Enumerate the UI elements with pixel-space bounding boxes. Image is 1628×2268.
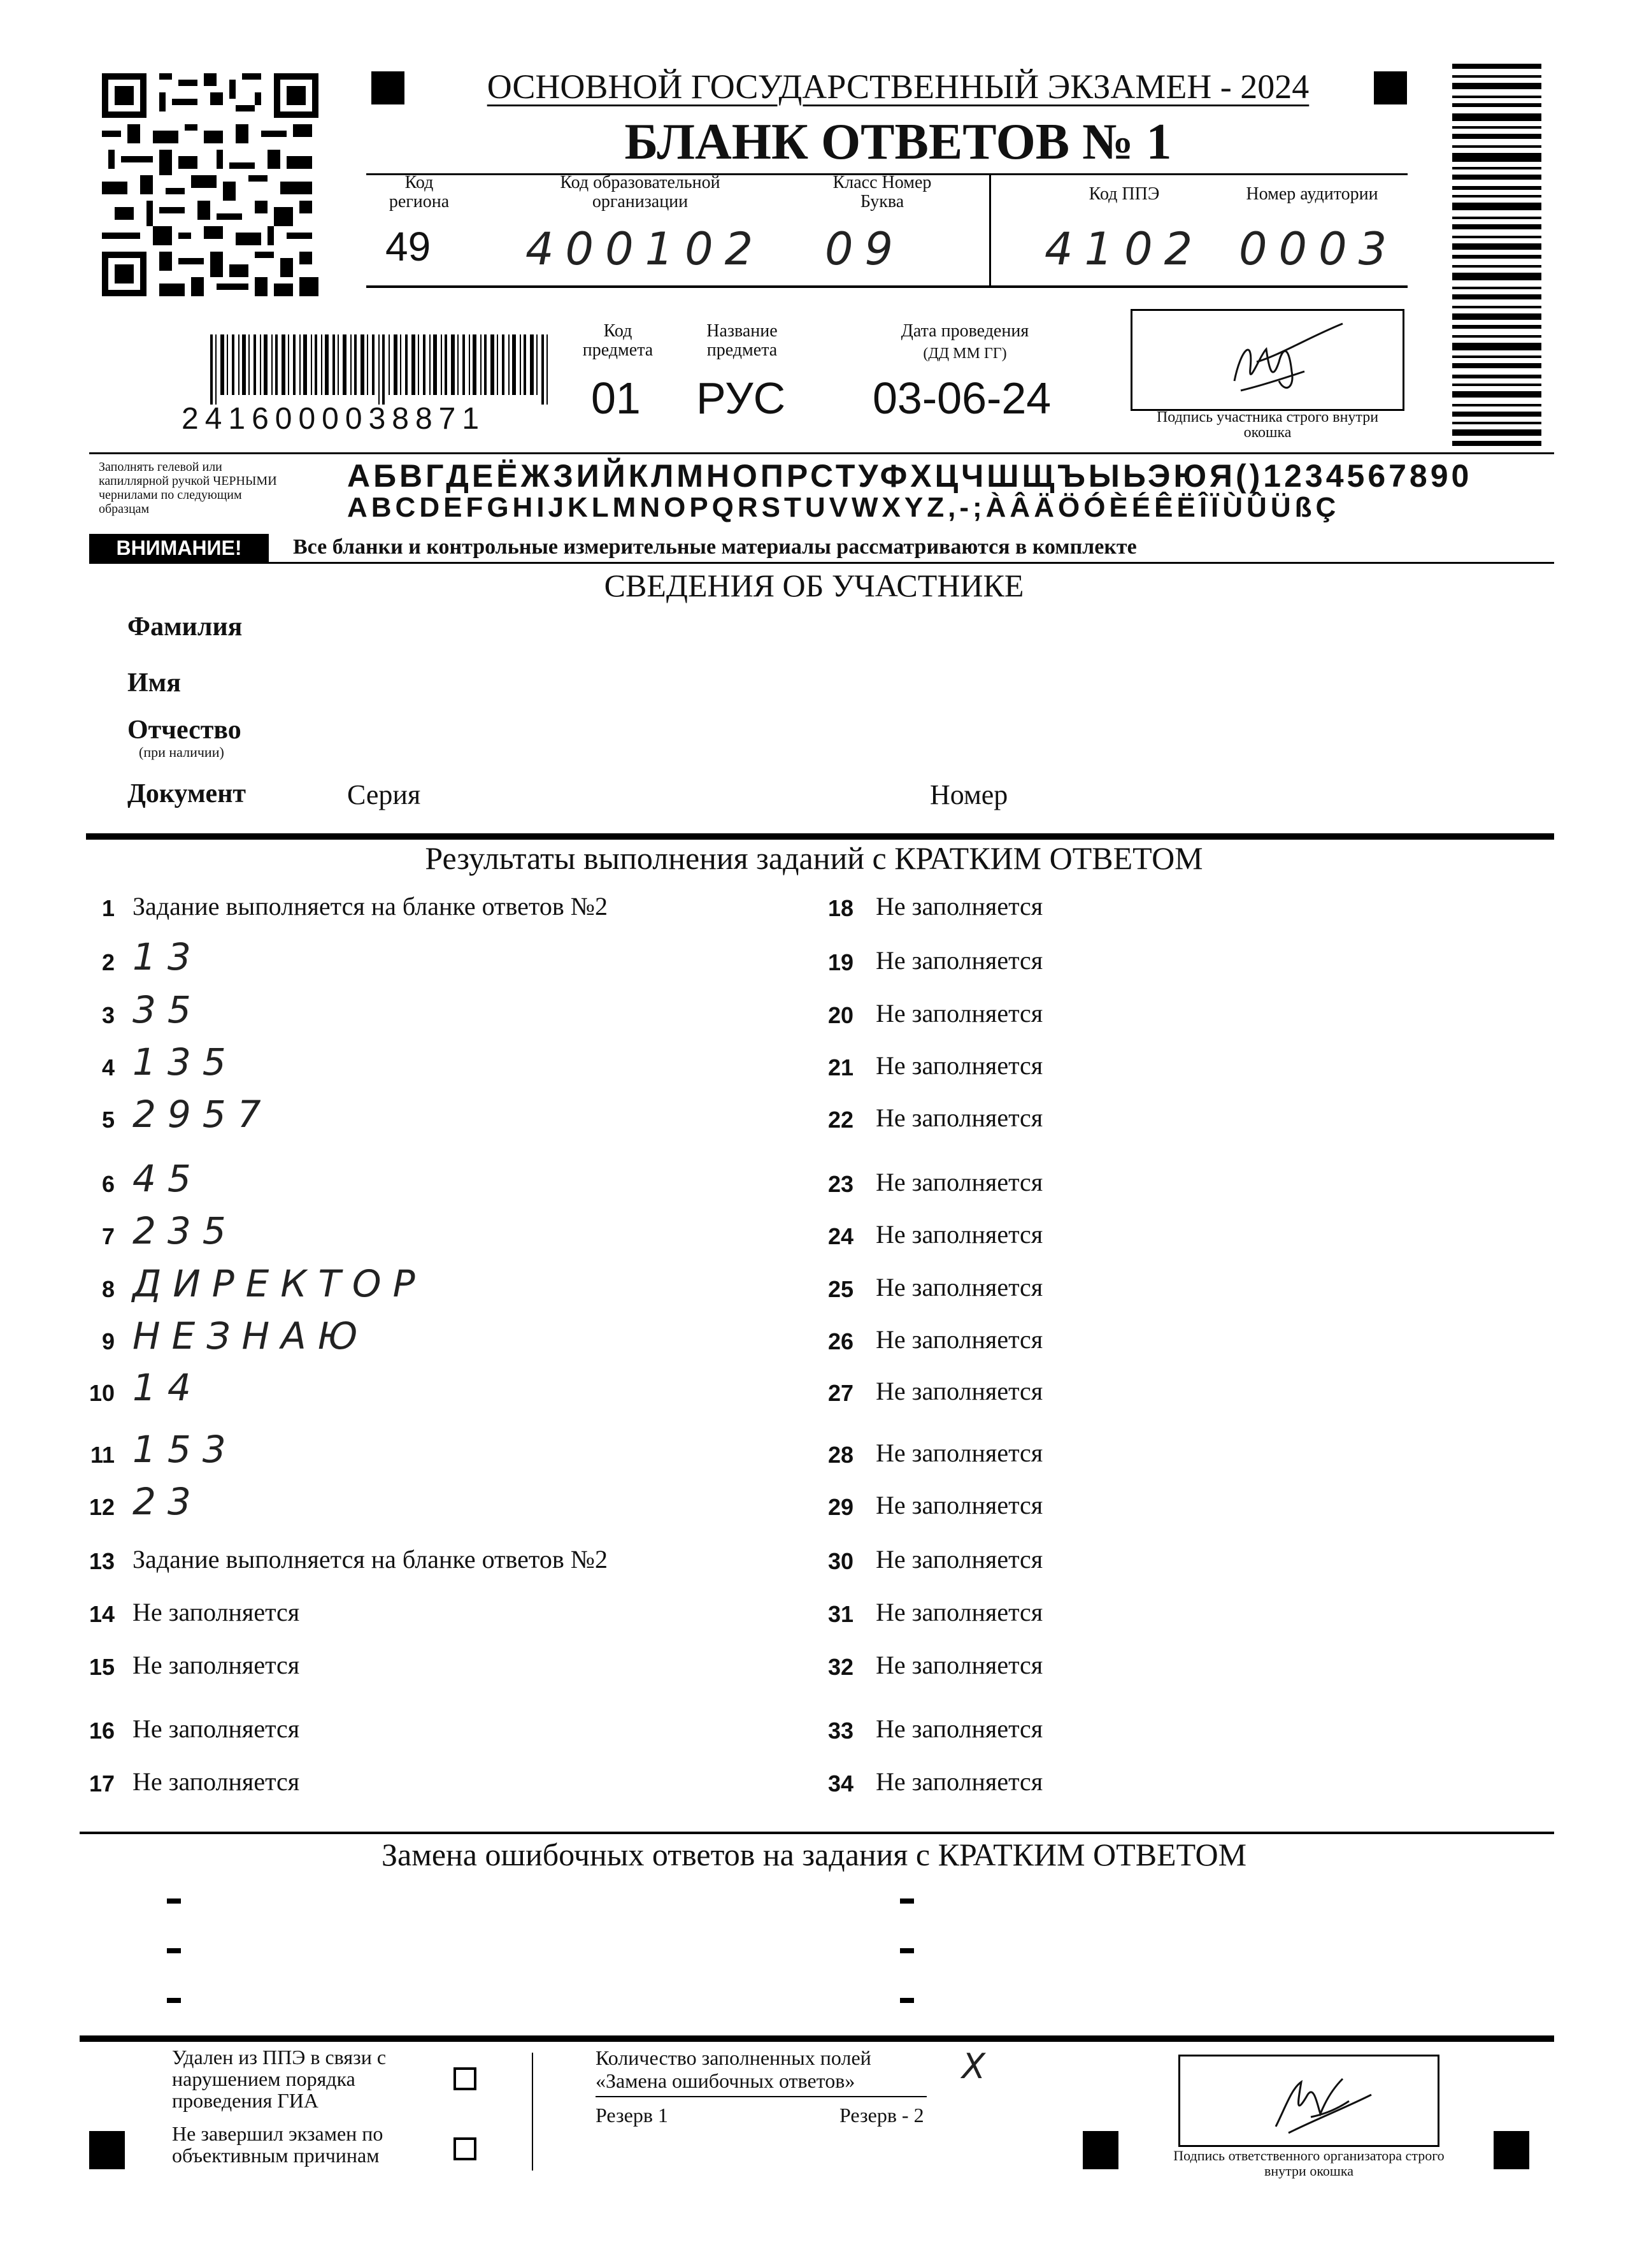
registration-mark-top-right bbox=[1374, 71, 1407, 104]
answer-row bbox=[803, 1491, 1376, 1539]
answer-number: 4 bbox=[101, 1054, 115, 1080]
reserve-2: Резерв - 2 bbox=[839, 2104, 924, 2127]
answer-number: 10 bbox=[89, 1380, 115, 1406]
registration-mark-bottom-middle bbox=[1083, 2131, 1118, 2169]
handwritten-answer[interactable]: 23 bbox=[132, 1480, 203, 1523]
answer-row bbox=[803, 999, 1376, 1047]
answer-text: Не заполняется bbox=[876, 1051, 1043, 1080]
handwritten-answer[interactable]: 45 bbox=[132, 1157, 203, 1200]
handwritten-answer[interactable]: 153 bbox=[132, 1428, 238, 1471]
answer-row bbox=[803, 1545, 1376, 1593]
handwritten-answer[interactable]: 135 bbox=[132, 1040, 238, 1084]
organizer-signature-box[interactable] bbox=[1178, 2055, 1439, 2147]
participant-signature-caption: Подпись участника строго внутри окошка bbox=[1156, 409, 1379, 441]
answer-number: 23 bbox=[827, 1171, 853, 1197]
footer-divider bbox=[532, 2053, 533, 2171]
removed-label: Удален из ППЭ в связи с нарушением порядка проведения ГИА bbox=[172, 2046, 387, 2112]
name-label: Имя bbox=[127, 668, 181, 698]
answer-row bbox=[803, 1714, 1376, 1762]
answer-number: 5 bbox=[101, 1107, 115, 1133]
answer-number: 27 bbox=[827, 1380, 853, 1406]
participant-section-title: СВЕДЕНИЯ ОБ УЧАСТНИКЕ bbox=[604, 568, 1024, 603]
answer-row bbox=[803, 946, 1376, 994]
answer-text: Не заполняется bbox=[876, 1220, 1043, 1249]
answer-number: 6 bbox=[101, 1171, 115, 1197]
samples-row-2: ABCDEFGHIJKLMNOPQRSTUVWXYZ,-;ÀÂÄÖÓÈÉÊËÎÏÙÛÜßÇ bbox=[347, 492, 1340, 523]
room-value: 0003 bbox=[1239, 223, 1399, 275]
replacement-dash-left-3 bbox=[167, 1998, 181, 2003]
answer-number: 7 bbox=[101, 1223, 115, 1249]
answer-number: 25 bbox=[827, 1276, 853, 1302]
answer-row bbox=[803, 1051, 1376, 1099]
answer-number: 22 bbox=[827, 1107, 853, 1133]
organizer-signature-icon bbox=[1180, 2056, 1438, 2145]
handwritten-answer[interactable]: 35 bbox=[132, 988, 203, 1031]
answer-row bbox=[803, 1168, 1376, 1216]
answer-text: Задание выполняется на бланке ответов №2 bbox=[132, 1545, 608, 1574]
side-barcode bbox=[1452, 64, 1541, 446]
answer-text: Не заполняется bbox=[876, 1377, 1043, 1405]
replacement-title: Замена ошибочных ответов на задания с КРАТКИМ ОТВЕТОМ bbox=[381, 1837, 1247, 1872]
participant-signature-box[interactable] bbox=[1131, 309, 1404, 411]
samples-row-1: АБВГДЕЁЖЗИЙКЛМНОПРСТУФХЦЧШЩЪЫЬЭЮЯ()1234567890 bbox=[347, 458, 1473, 494]
answer-row bbox=[76, 1651, 777, 1698]
region-value: 49 bbox=[385, 224, 431, 269]
handwritten-answer[interactable]: 235 bbox=[132, 1209, 238, 1252]
answer-text: Задание выполняется на бланке ответов №2 bbox=[132, 892, 608, 921]
class-value: 09 bbox=[825, 223, 905, 275]
answer-row bbox=[803, 1598, 1376, 1646]
answer-row bbox=[76, 1209, 777, 1268]
answer-row bbox=[76, 1767, 777, 1815]
answer-number: 32 bbox=[827, 1654, 853, 1680]
answer-number: 18 bbox=[827, 895, 853, 921]
answer-text: Не заполняется bbox=[876, 1325, 1043, 1354]
answer-row bbox=[76, 1366, 777, 1425]
answer-number: 26 bbox=[827, 1328, 853, 1354]
registration-mark-top-left bbox=[371, 71, 404, 104]
answer-number: 12 bbox=[89, 1494, 115, 1520]
answer-row bbox=[803, 1439, 1376, 1486]
form-title: БЛАНК ОТВЕТОВ № 1 bbox=[624, 114, 1172, 170]
answer-text: Не заполняется bbox=[876, 1168, 1043, 1196]
answer-number: 20 bbox=[827, 1002, 853, 1028]
registration-mark-bottom-right bbox=[1494, 2131, 1529, 2169]
answer-number: 2 bbox=[101, 949, 115, 975]
replacement-count-value: Х bbox=[962, 2046, 997, 2086]
document-label: Документ bbox=[127, 779, 246, 808]
answer-row bbox=[76, 1545, 777, 1593]
replacement-dash-right-3 bbox=[900, 1998, 914, 2003]
codes-bottom-line bbox=[366, 285, 1408, 288]
participant-bottom-line bbox=[86, 833, 1554, 840]
answer-text: Не заполняется bbox=[132, 1651, 300, 1679]
answer-number: 3 bbox=[101, 1002, 115, 1028]
org-value: 400102 bbox=[525, 223, 765, 275]
reserve-1: Резерв 1 bbox=[596, 2104, 668, 2127]
date-format: (ДД ММ ГГ) bbox=[923, 345, 1007, 362]
answer-number: 16 bbox=[89, 1718, 115, 1744]
date-label: Дата проведения bbox=[901, 321, 1029, 341]
answer-number: 28 bbox=[827, 1442, 853, 1468]
subject-code-value: 01 bbox=[591, 373, 641, 423]
main-barcode bbox=[210, 334, 554, 405]
barcode-number: 2416000038871 bbox=[182, 402, 486, 436]
answer-row bbox=[76, 1598, 777, 1646]
participant-signature-icon bbox=[1132, 311, 1403, 409]
answer-text: Не заполняется bbox=[876, 1491, 1043, 1519]
patronymic-note: (при наличии) bbox=[139, 744, 224, 760]
answer-row bbox=[803, 1103, 1376, 1151]
answer-row bbox=[76, 935, 777, 994]
answer-row bbox=[76, 1480, 777, 1539]
answer-row bbox=[803, 1220, 1376, 1268]
answer-number: 29 bbox=[827, 1494, 853, 1520]
answer-row bbox=[803, 1651, 1376, 1698]
answer-text: Не заполняется bbox=[876, 999, 1043, 1028]
footer-top-line bbox=[80, 2035, 1554, 2042]
answer-number: 30 bbox=[827, 1548, 853, 1574]
codes-divider bbox=[989, 175, 991, 287]
answer-text: Не заполняется bbox=[876, 1545, 1043, 1574]
answer-number: 33 bbox=[827, 1718, 853, 1744]
registration-mark-bottom-left bbox=[89, 2131, 125, 2169]
answer-number: 14 bbox=[89, 1601, 115, 1627]
answer-text: Не заполняется bbox=[876, 1273, 1043, 1302]
handwritten-answer[interactable]: 2957 bbox=[132, 1093, 273, 1136]
answer-text: Не заполняется bbox=[876, 1651, 1043, 1679]
answer-text: Не заполняется bbox=[876, 1439, 1043, 1467]
replacement-dash-left-2 bbox=[167, 1948, 181, 1953]
answer-text: Не заполняется bbox=[132, 1598, 300, 1626]
samples-top-line bbox=[89, 452, 1554, 454]
series-label: Серия bbox=[347, 779, 421, 810]
date-value: 03-06-24 bbox=[873, 373, 1052, 423]
region-label: Код региона bbox=[389, 173, 450, 212]
qr-code bbox=[96, 67, 325, 303]
attention-text: Все бланки и контрольные измерительные материалы рассматриваются в комплекте bbox=[293, 535, 1137, 559]
answer-number: 21 bbox=[827, 1054, 853, 1080]
handwritten-answer[interactable]: 13 bbox=[132, 935, 203, 979]
answer-text: Не заполняется bbox=[876, 1714, 1043, 1743]
replacement-count-line bbox=[596, 2096, 927, 2097]
answer-text: Не заполняется bbox=[876, 1767, 1043, 1796]
short-answers-title: Результаты выполнения заданий с КРАТКИМ ОТВЕТОМ bbox=[425, 840, 1203, 876]
org-label: Код образовательной организации bbox=[560, 173, 720, 212]
handwritten-answer[interactable]: ДИРЕКТОР bbox=[132, 1262, 427, 1305]
answer-number: 19 bbox=[827, 949, 853, 975]
replacement-dash-right-2 bbox=[900, 1948, 914, 1953]
answer-row bbox=[803, 892, 1376, 940]
answer-row bbox=[803, 1377, 1376, 1425]
removed-checkbox[interactable] bbox=[453, 2067, 476, 2090]
replacement-count-label: Количество заполненных полей «Замена ошибочных ответов» bbox=[596, 2046, 871, 2092]
answer-text: Не заполняется bbox=[132, 1767, 300, 1796]
room-label: Номер аудитории bbox=[1246, 184, 1378, 204]
number-label: Номер bbox=[930, 779, 1008, 810]
answer-text: Не заполняется bbox=[876, 892, 1043, 921]
samples-instruction: Заполнять гелевой или капиллярной ручкой ЧЕРНЫМИ чернилами по следующим образцам bbox=[99, 460, 277, 516]
answer-number: 11 bbox=[90, 1442, 115, 1468]
answer-number: 15 bbox=[89, 1654, 115, 1680]
answer-text: Не заполняется bbox=[876, 1103, 1043, 1132]
answer-row bbox=[76, 1093, 777, 1151]
handwritten-answer[interactable]: 14 bbox=[132, 1366, 203, 1409]
subject-name-value: РУС bbox=[696, 373, 786, 423]
not-finished-checkbox[interactable] bbox=[453, 2137, 476, 2160]
patronymic-label: Отчество bbox=[127, 715, 241, 745]
answer-row bbox=[76, 1714, 777, 1762]
answer-number: 17 bbox=[89, 1770, 115, 1797]
answer-number: 9 bbox=[101, 1328, 115, 1354]
handwritten-answer[interactable]: НЕЗНАЮ bbox=[132, 1314, 369, 1358]
replacement-dash-right-1 bbox=[900, 1898, 914, 1904]
answer-row bbox=[803, 1325, 1376, 1373]
answer-number: 13 bbox=[89, 1548, 115, 1574]
not-finished-label: Не завершил экзамен по объективным причинам bbox=[172, 2122, 383, 2167]
answer-text: Не заполняется bbox=[876, 946, 1043, 975]
answer-text: Не заполняется bbox=[876, 1598, 1043, 1626]
answer-number: 24 bbox=[827, 1223, 853, 1249]
exam-title: ОСНОВНОЙ ГОСУДАРСТВЕННЫЙ ЭКЗАМЕН - 2024 bbox=[487, 68, 1310, 106]
answer-text: Не заполняется bbox=[132, 1714, 300, 1743]
answer-row bbox=[803, 1273, 1376, 1321]
answer-number: 31 bbox=[827, 1601, 853, 1627]
ppe-label: Код ППЭ bbox=[1089, 184, 1160, 204]
attention-badge: ВНИМАНИЕ! bbox=[89, 534, 269, 562]
answer-number: 34 bbox=[827, 1770, 853, 1797]
organizer-signature-caption: Подпись ответственного организатора строго внутри окошка bbox=[1173, 2148, 1445, 2179]
answer-number: 1 bbox=[101, 895, 115, 921]
answer-number: 8 bbox=[101, 1276, 115, 1302]
answer-row bbox=[803, 1767, 1376, 1815]
ppe-value: 4102 bbox=[1045, 223, 1204, 275]
class-label: Класс Номер Буква bbox=[832, 173, 932, 212]
answer-row bbox=[76, 892, 777, 940]
subject-code-label: Код предмета bbox=[582, 321, 653, 360]
answers-bottom-line bbox=[80, 1832, 1554, 1834]
surname-label: Фамилия bbox=[127, 612, 243, 642]
subject-name-label: Название предмета bbox=[706, 321, 778, 360]
replacement-dash-left-1 bbox=[167, 1898, 181, 1904]
attention-line bbox=[89, 562, 1554, 564]
